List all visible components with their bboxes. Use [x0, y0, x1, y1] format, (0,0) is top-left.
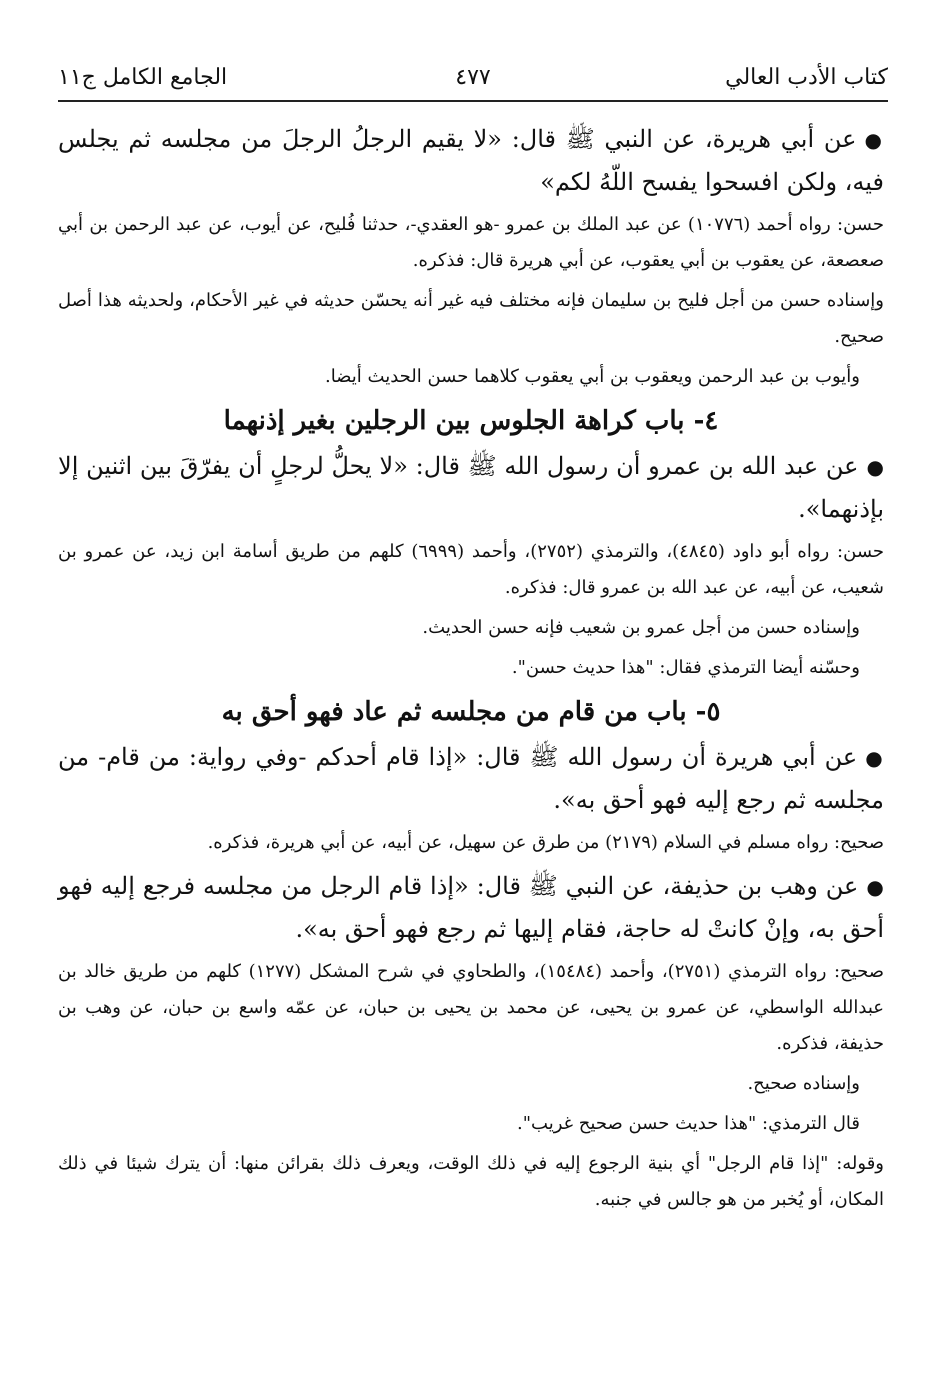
book-title: كتاب الأدب العالي [725, 65, 888, 90]
page-header [58, 58, 888, 98]
takhrij-note: وإسناده صحيح. [747, 1073, 860, 1094]
hadith-text: عن وهب بن حذيفة، عن النبي ﷺ قال: «إذا قام الرجل من مجلسه فرجع إليه فهو أحق به، وإنْ كانتْ له حاجة، فقام إليها ثم رجع فهو أحق به». [58, 872, 884, 943]
hadith-text: عن أبي هريرة أن رسول الله ﷺ قال: «إذا قام أحدكم -وفي رواية: من قام- من مجلسه ثم رجع إليه فهو أحق به». [58, 743, 884, 814]
hadith-paragraph [58, 445, 884, 530]
bullet-icon: ● [864, 128, 884, 152]
bullet-icon: ● [866, 455, 885, 479]
takhrij-note: وقوله: "إذا قام الرجل" أي بنية الرجوع إليه في ذلك الوقت، ويعرف ذلك بقرائن منها: أن يترك شيئا في ذلك المكان، أو يُخبر من هو جالس في جنبه. [58, 1153, 884, 1210]
hadith-text: عن عبد الله بن عمرو أن رسول الله ﷺ قال: «لا يحلُّ لرجلٍ أن يفرّقَ بين اثنين إلا بإذنهما». [58, 452, 884, 523]
takhrij-note: وإسناده حسن من أجل عمرو بن شعيب فإنه حسن الحديث. [422, 617, 860, 638]
header-divider [58, 100, 888, 102]
chapter-heading: ٤- باب كراهة الجلوس بين الرجلين بغير إذنهما [223, 406, 719, 436]
takhrij-note: قال الترمذي: "هذا حديث حسن صحيح غريب". [517, 1113, 860, 1134]
takhrij-note: وحسّنه أيضا الترمذي فقال: "هذا حديث حسن". [511, 657, 860, 678]
page-body [58, 118, 884, 1222]
takhrij-note: حسن: رواه أحمد (١٠٧٧٦) عن عبد الملك بن عمرو -هو العقدي-، حدثنا فُليح، عن أيوب، عن عبد الرحمن بن أبي صعصعة، عن يعقوب بن أبي يعقوب، عن أبي هريرة قال: فذكره. [58, 214, 884, 271]
takhrij-note: صحيح: رواه مسلم في السلام (٢١٧٩) من طرق عن سهيل، عن أبيه، عن أبي هريرة، فذكره. [207, 832, 884, 853]
takhrij-note: صحيح: رواه الترمذي (٢٧٥١)، وأحمد (١٥٤٨٤)، والطحاوي في شرح المشكل (١٢٧٧) كلهم من طريق خالد بن عبدالله الواسطي، عن عمرو بن يحيى، عن محمد بن يحيى بن حبان، عن عمّه واسع بن حبان، عن وهب بن حذيفة، فذكره. [58, 961, 884, 1054]
takhrij-note: حسن: رواه أبو داود (٤٨٤٥)، والترمذي (٢٧٥٢)، وأحمد (٦٩٩٩) كلهم من طريق أسامة ابن زيد، عن عمرو بن شعيب، عن أبيه، عن عبد الله بن عمرو قال: فذكره. [58, 541, 885, 598]
hadith-text: عن أبي هريرة، عن النبي ﷺ قال: «لا يقيم الرجلُ الرجلَ من مجلسه ثم يجلس فيه، ولكن افسحوا يفسح اللّهُ لكم» [58, 125, 884, 196]
hadith-paragraph [58, 865, 884, 950]
hadith-paragraph [58, 118, 884, 203]
hadith-paragraph [58, 736, 884, 821]
takhrij-note: وأيوب بن عبد الرحمن ويعقوب بن أبي يعقوب كلاهما حسن الحديث أيضا. [324, 366, 860, 387]
bullet-icon: ● [865, 746, 885, 770]
chapter-heading: ٥- باب من قام من مجلسه ثم عاد فهو أحق به [221, 697, 721, 727]
series-title: الجامع الكامل ج١١ [58, 65, 228, 90]
bullet-icon: ● [866, 875, 885, 899]
takhrij-note: وإسناده حسن من أجل فليح بن سليمان فإنه مختلف فيه غير أنه يحسّن حديثه في غير الأحكام، ولحديثه هذا أصل صحيح. [58, 290, 884, 347]
page-number: ٤٧٧ [455, 65, 491, 90]
